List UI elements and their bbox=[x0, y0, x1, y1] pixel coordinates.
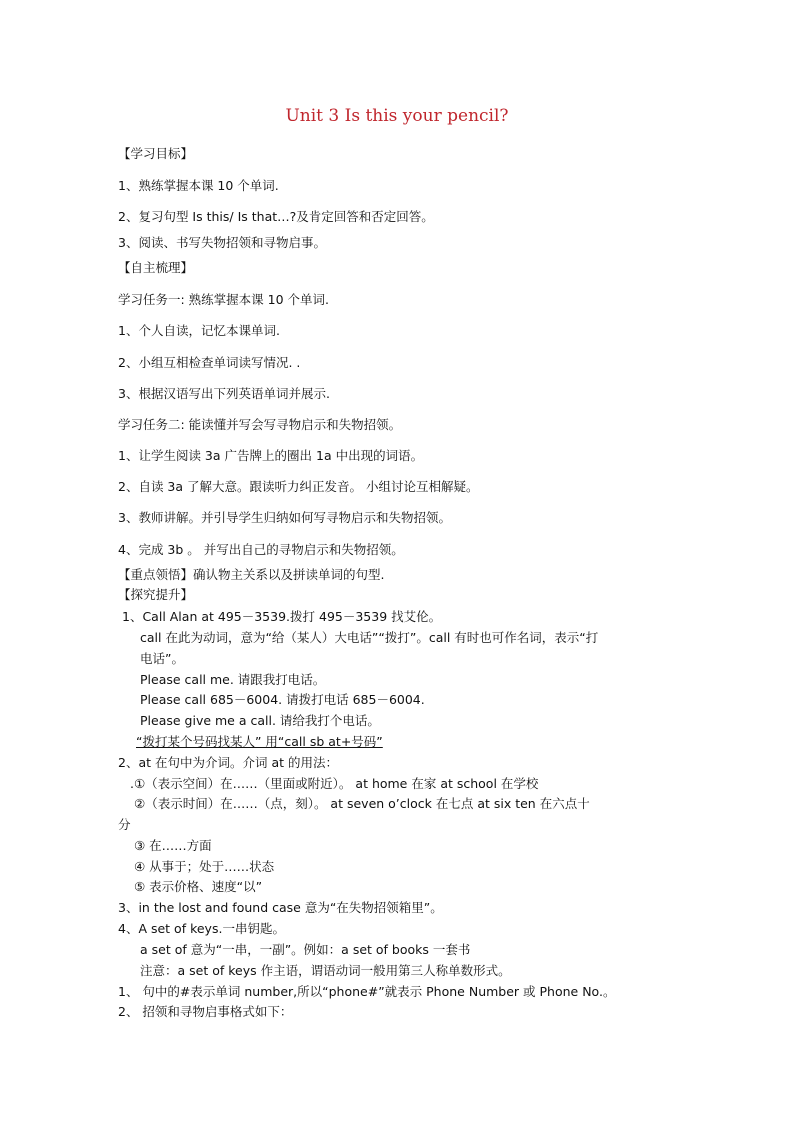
explore-item-2: 2、at 在句中为介词。介词 at 的用法： bbox=[118, 755, 338, 770]
section-heading-self-review: 【自主梳理】 bbox=[118, 260, 194, 275]
document-title: Unit 3 Is this your pencil? bbox=[285, 106, 509, 126]
explore-item-4: 4、A set of keys.一串钥匙。 bbox=[118, 921, 285, 936]
section-heading-explore: 【探究提升】 bbox=[118, 587, 194, 602]
phrase-call-sb-at: “拨打某个号码找某人” 用“call sb at+号码” bbox=[136, 734, 383, 749]
goal-item-1: 1、熟练掌握本课 10 个单词. bbox=[118, 178, 279, 193]
goal-item-3: 3、阅读、书写失物招领和寻物启事。 bbox=[118, 235, 326, 250]
explore-note-call-cont: 电话”。 bbox=[140, 651, 184, 666]
phone-number-note: 1、 句中的#表示单词 number,所以“phone#”就表示 Phone Number 或 Phone No.。 bbox=[118, 984, 616, 999]
at-usage-time: ②（表示时间）在……（点，刻）。 at seven o’clock 在七点 at six ten 在六点十 bbox=[134, 796, 590, 811]
at-usage-price: ⑤ 表示价格、速度“以” bbox=[134, 879, 263, 894]
example-sentence-2: Please call 685－6004. 请拨打电话 685－6004. bbox=[140, 692, 425, 707]
at-usage-space: .①（表示空间）在……（里面或附近）。 at home 在家 at school 在学校 bbox=[130, 776, 539, 791]
task-two-item-3: 3、教师讲解。并引导学生归纳如何写寻物启示和失物招领。 bbox=[118, 510, 451, 525]
example-sentence-1: Please call me. 请跟我打电话。 bbox=[140, 672, 326, 687]
explore-note-call: call 在此为动词，意为“给（某人）大电话”“拨打”。call 有时也可作名词，表示“打 bbox=[140, 630, 599, 645]
explore-item-1: 1、Call Alan at 495－3539.拨打 495－3539 找艾伦。 bbox=[122, 609, 442, 624]
at-usage-time-cont: 分 bbox=[118, 817, 131, 832]
at-usage-aspect: ③ 在……方面 bbox=[134, 838, 212, 853]
task-two-item-1: 1、让学生阅读 3a 广告牌上的圈出 1a 中出现的词语。 bbox=[118, 448, 424, 463]
a-set-of-note: a set of 意为“一串，一副”。例如：a set of books 一套书 bbox=[140, 942, 471, 957]
section-heading-learning-goals: 【学习目标】 bbox=[118, 146, 194, 161]
explore-item-3: 3、in the lost and found case 意为“在失物招领箱里”。 bbox=[118, 900, 443, 915]
goal-item-2: 2、复习句型 Is this/ Is that…?及肯定回答和否定回答。 bbox=[118, 209, 434, 224]
task-one-heading: 学习任务一: 熟练掌握本课 10 个单词. bbox=[118, 292, 330, 307]
task-one-item-3: 3、根据汉语写出下列英语单词并展示. bbox=[118, 386, 330, 401]
task-two-heading: 学习任务二: 能读懂并写会写寻物启示和失物招领。 bbox=[118, 417, 402, 432]
task-one-item-2: 2、小组互相检查单词读写情况. . bbox=[118, 355, 301, 370]
section-heading-key-points: 【重点领悟】确认物主关系以及拼读单词的句型. bbox=[118, 567, 385, 582]
example-sentence-3: Please give me a call. 请给我打个电话。 bbox=[140, 713, 380, 728]
a-set-of-attention: 注意：a set of keys 作主语，谓语动词一般用第三人称单数形式。 bbox=[140, 963, 511, 978]
task-one-item-1: 1、个人自读，记忆本课单词. bbox=[118, 323, 280, 338]
at-usage-state: ④ 从事于；处于……状态 bbox=[134, 859, 275, 874]
task-two-item-2: 2、自读 3a 了解大意。跟读听力纠正发音。 小组讨论互相解疑。 bbox=[118, 479, 479, 494]
notice-format-note: 2、 招领和寻物启事格式如下： bbox=[118, 1004, 293, 1019]
task-two-item-4: 4、完成 3b 。 并写出自己的寻物启示和失物招领。 bbox=[118, 542, 404, 557]
